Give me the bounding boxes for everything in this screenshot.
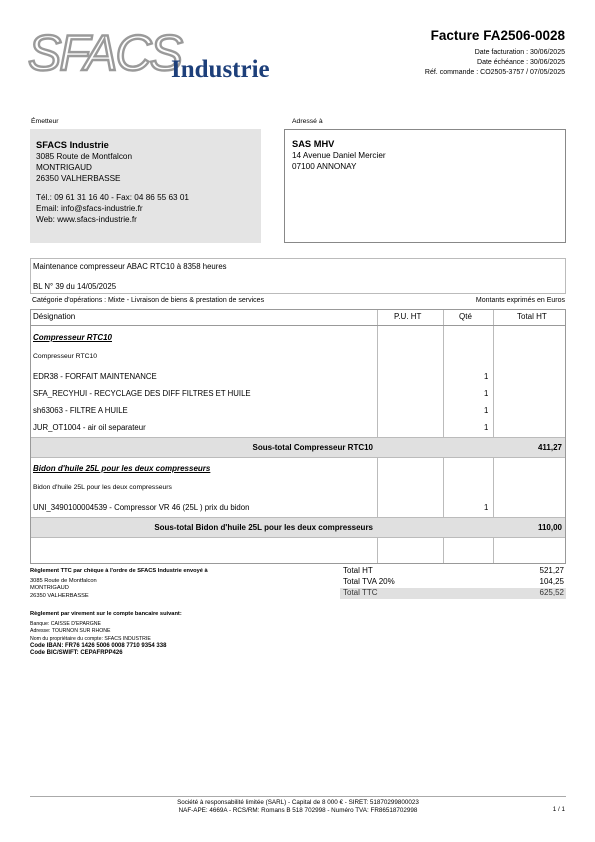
line-designation: JUR_OT1004 - air oil separateur: [33, 423, 146, 432]
description-box: [30, 258, 566, 294]
line-designation: sh63063 - FILTRE A HUILE: [33, 406, 128, 415]
total-tva-label: Total TVA 20%: [343, 577, 395, 586]
cheque-address-1: 3085 Route de Montfalcon: [30, 578, 97, 584]
invoice-lines-table: [30, 309, 566, 564]
due-date: Date échéance : 30/06/2025: [477, 59, 565, 66]
line-designation: EDR38 - FORFAIT MAINTENANCE: [33, 372, 157, 381]
header-total: Total HT: [517, 312, 547, 321]
total-ht-value: 521,27: [539, 566, 564, 575]
issuer-web: Web: www.sfacs-industrie.fr: [36, 215, 137, 224]
invoice-date: Date facturation : 30/06/2025: [474, 49, 565, 56]
totals-box: [340, 566, 566, 599]
issuer-caption: Émetteur: [31, 118, 59, 125]
total-tva-value: 104,25: [539, 577, 564, 586]
recipient-box: [284, 129, 566, 243]
bank-details: [30, 621, 166, 657]
logo-sfacs-text: SFACS: [28, 30, 181, 81]
subtotal-row: [31, 517, 565, 538]
order-reference: Réf. commande : CO2505-3757 / 07/05/2025: [424, 69, 565, 76]
page-number: 1 / 1: [552, 806, 565, 813]
section-title: Compresseur RTC10: [33, 333, 112, 342]
section-description: Bidon d'huile 25L pour les deux compresseurs: [33, 484, 172, 491]
iban-code: Code IBAN: FR76 1426 5006 0008 7710 9354 338: [30, 642, 167, 649]
total-ht-label: Total HT: [343, 566, 373, 575]
logo-industrie-text: Industrie: [171, 56, 270, 82]
description-line-2: BL N° 39 du 14/05/2025: [33, 282, 117, 291]
issuer-address-3: 26350 VALHERBASSE: [36, 174, 121, 183]
footer-legal-2: NAF-APE: 4669A - RCS/RM: Romans B 518 702998 - Numéro TVA: FR86518702998: [178, 807, 418, 815]
bank-address: Adresse: TOURNON SUR RHONE: [30, 628, 111, 635]
issuer-address-2: MONTRIGAUD: [36, 163, 92, 172]
issuer-name: SFACS Industrie: [36, 140, 109, 150]
footer-legal-1: Société à responsabilité limitée (SARL) - Capital de 8 000 € - SIRET: 51870299800023: [177, 799, 419, 806]
issuer-phone: Tél.: 09 61 31 16 40 - Fax: 04 86 55 63 01: [36, 193, 189, 202]
line-quantity: 1: [484, 503, 489, 512]
section-description: Compresseur RTC10: [33, 353, 98, 360]
line-quantity: 1: [484, 372, 489, 381]
total-ttc-value: 625,52: [539, 588, 564, 597]
total-ttc-row: [340, 588, 566, 599]
company-logo: [28, 30, 288, 82]
section-title: Bidon d'huile 25L pour les deux compresseurs: [33, 464, 211, 473]
footer: [30, 796, 566, 816]
header-designation: Désignation: [33, 312, 76, 321]
cheque-address: [30, 578, 97, 600]
cheque-payment-title: Règlement TTC par chèque à l'ordre de SFACS Industrie envoyé à: [30, 568, 208, 574]
subtotal-row: [31, 437, 565, 458]
header-unit-price: P.U. HT: [394, 312, 422, 321]
line-quantity: 1: [484, 389, 489, 398]
description-line-1: Maintenance compresseur ABAC RTC10 à 8358 heures: [33, 262, 227, 271]
line-designation: UNI_3490100004539 - Compressor VR 46 (25L ) prix du bidon: [33, 503, 250, 512]
operation-category: Catégorie d'opérations : Mixte - Livraison de biens & prestation de services: [32, 297, 265, 304]
line-quantity: 1: [484, 406, 489, 415]
total-ht-row: [340, 566, 566, 577]
recipient-name: SAS MHV: [292, 139, 335, 149]
total-tva-row: [340, 577, 566, 588]
bank-name: Banque: CAISSE D'EPARGNE: [30, 621, 101, 627]
invoice-meta: [425, 48, 565, 78]
subtotal-value: 411,27: [537, 443, 562, 452]
header-quantity: Qté: [459, 312, 472, 321]
cheque-address-2: MONTRIGAUD: [30, 585, 69, 592]
issuer-address-1: 3085 Route de Montfalcon: [36, 152, 133, 161]
bic-code: Code BIC/SWIFT: CEPAFRPP426: [30, 650, 123, 657]
account-owner: Nom du propriétaire du compte: SFACS INDUSTRIE: [30, 635, 151, 642]
total-ttc-label: Total TTC: [343, 588, 378, 597]
issuer-box: [30, 129, 261, 243]
recipient-address-1: 14 Avenue Daniel Mercier: [292, 151, 386, 160]
subtotal-label: Sous-total Compresseur RTC10: [252, 443, 373, 452]
subtotal-label: Sous-total Bidon d'huile 25L pour les deux compresseurs: [154, 523, 373, 532]
invoice-title: Facture FA2506-0028: [430, 28, 565, 43]
currency-note: Montants exprimés en Euros: [475, 297, 565, 304]
recipient-address-2: 07100 ANNONAY: [292, 162, 357, 171]
issuer-email: Email: info@sfacs-industrie.fr: [36, 204, 143, 213]
table-header: [31, 310, 565, 326]
line-quantity: 1: [484, 423, 489, 432]
recipient-caption: Adressé à: [292, 118, 323, 125]
line-designation: SFA_RECYHUI - RECYCLAGE DES DIFF FILTRES ET HUILE: [33, 389, 251, 398]
subtotal-value: 110,00: [537, 523, 562, 532]
cheque-address-3: 26350 VALHERBASSE: [30, 592, 89, 599]
transfer-payment-title: Règlement par virement sur le compte bancaire suivant:: [30, 611, 182, 617]
